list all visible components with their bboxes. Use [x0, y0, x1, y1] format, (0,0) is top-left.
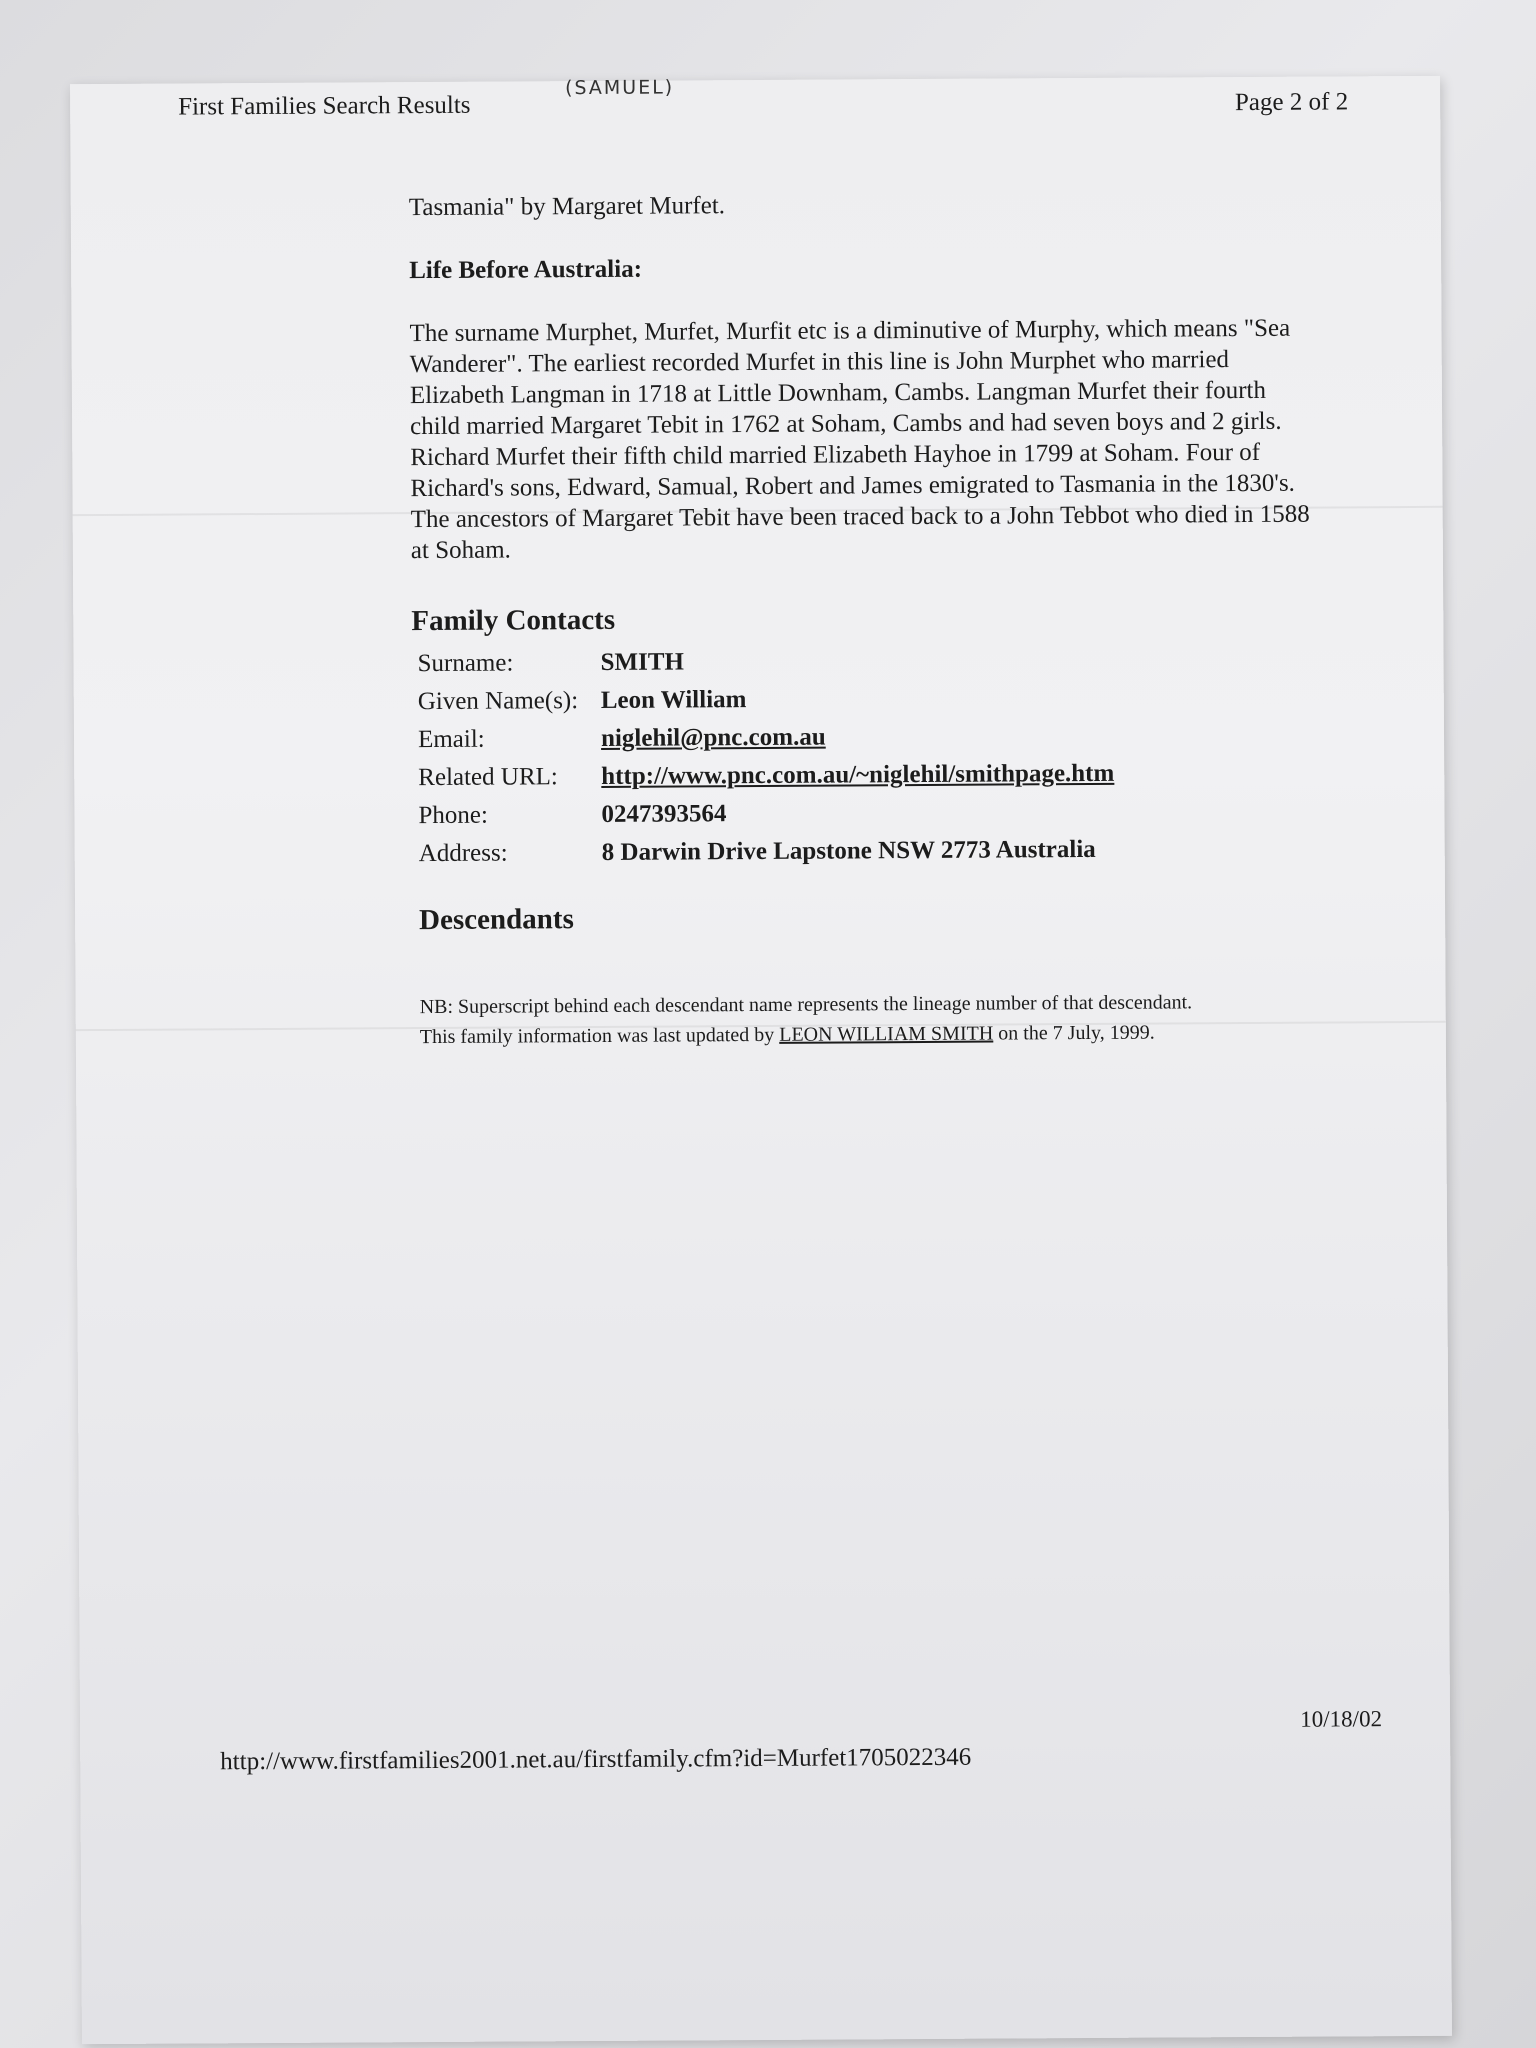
- life-before-paragraph: The surname Murphet, Murfet, Murfit etc is a diminutive of Murphy, which means "Sea Wanderer". The earliest recorded Murfet in this line is John Murphet who married Elizabeth Langman in 1718 at Little Downham, Cambs. Langman Murfet their fourth child married Margaret Tebit in 1762 at Soham, Cambs and had seven boys and 2 girls. Richard Murfet their fifth child married Elizabeth Hayhoe in 1799 at Soham. Four of Richard's sons, Edward, Samual, Robert and James emigrated to Tasmania in the 1830's. The ancestors of Margaret Tebit have been traced back to a John Tebbot who died in 1588 at Soham.: [409, 314, 1310, 565]
- main-content: [409, 187, 1314, 1052]
- contact-value: SMITH: [600, 648, 684, 676]
- contact-row-email: [412, 717, 1114, 759]
- descendants-note: [420, 987, 1314, 1052]
- updated-by-link[interactable]: LEON WILLIAM SMITH: [779, 1022, 994, 1046]
- contact-row-surname: [411, 641, 1113, 683]
- contact-label: Address:: [418, 839, 508, 868]
- footer-date: 10/18/02: [1300, 1706, 1383, 1732]
- contact-row-address: [413, 831, 1115, 873]
- contact-row-related-url: [412, 755, 1114, 797]
- family-contacts-table: [411, 641, 1114, 873]
- contact-label: Email:: [417, 725, 485, 754]
- life-before-heading: Life Before Australia:: [409, 255, 643, 285]
- contact-value: 8 Darwin Drive Lapstone NSW 2773 Australia: [601, 835, 1096, 866]
- family-contacts-heading: Family Contacts: [411, 603, 616, 638]
- intro-line: Tasmania" by Margaret Murfet.: [408, 192, 726, 222]
- contact-value: Leon William: [600, 686, 747, 714]
- nb-line: NB: Superscript behind each descendant name represents the lineage number of that descendant.: [419, 991, 1193, 1019]
- contact-row-given-names: [412, 679, 1114, 721]
- descendants-heading: Descendants: [419, 903, 574, 937]
- contact-row-phone: [412, 793, 1114, 835]
- printed-page: [70, 76, 1452, 2044]
- page-indicator: Page 2 of 2: [1234, 88, 1349, 117]
- contact-label: Given Name(s):: [417, 687, 579, 716]
- handwritten-note: (SAMUEL): [564, 76, 675, 100]
- email-link[interactable]: niglehil@pnc.com.au: [600, 723, 826, 752]
- footer-url: http://www.firstfamilies2001.net.au/firstfamily.cfm?id=Murfet1705022346: [220, 1743, 972, 1776]
- related-url-link[interactable]: http://www.pnc.com.au/~niglehil/smithpage.htm: [601, 759, 1115, 790]
- updated-prefix: This family information was last updated by: [419, 1023, 775, 1049]
- contact-label: Surname:: [417, 649, 514, 678]
- updated-suffix: on the 7 July, 1999.: [998, 1021, 1155, 1045]
- updated-line: [420, 1017, 1314, 1052]
- contact-value: 0247393564: [601, 800, 727, 828]
- contact-label: Related URL:: [418, 763, 558, 792]
- contact-label: Phone:: [418, 801, 489, 830]
- header-title: First Families Search Results: [178, 91, 471, 121]
